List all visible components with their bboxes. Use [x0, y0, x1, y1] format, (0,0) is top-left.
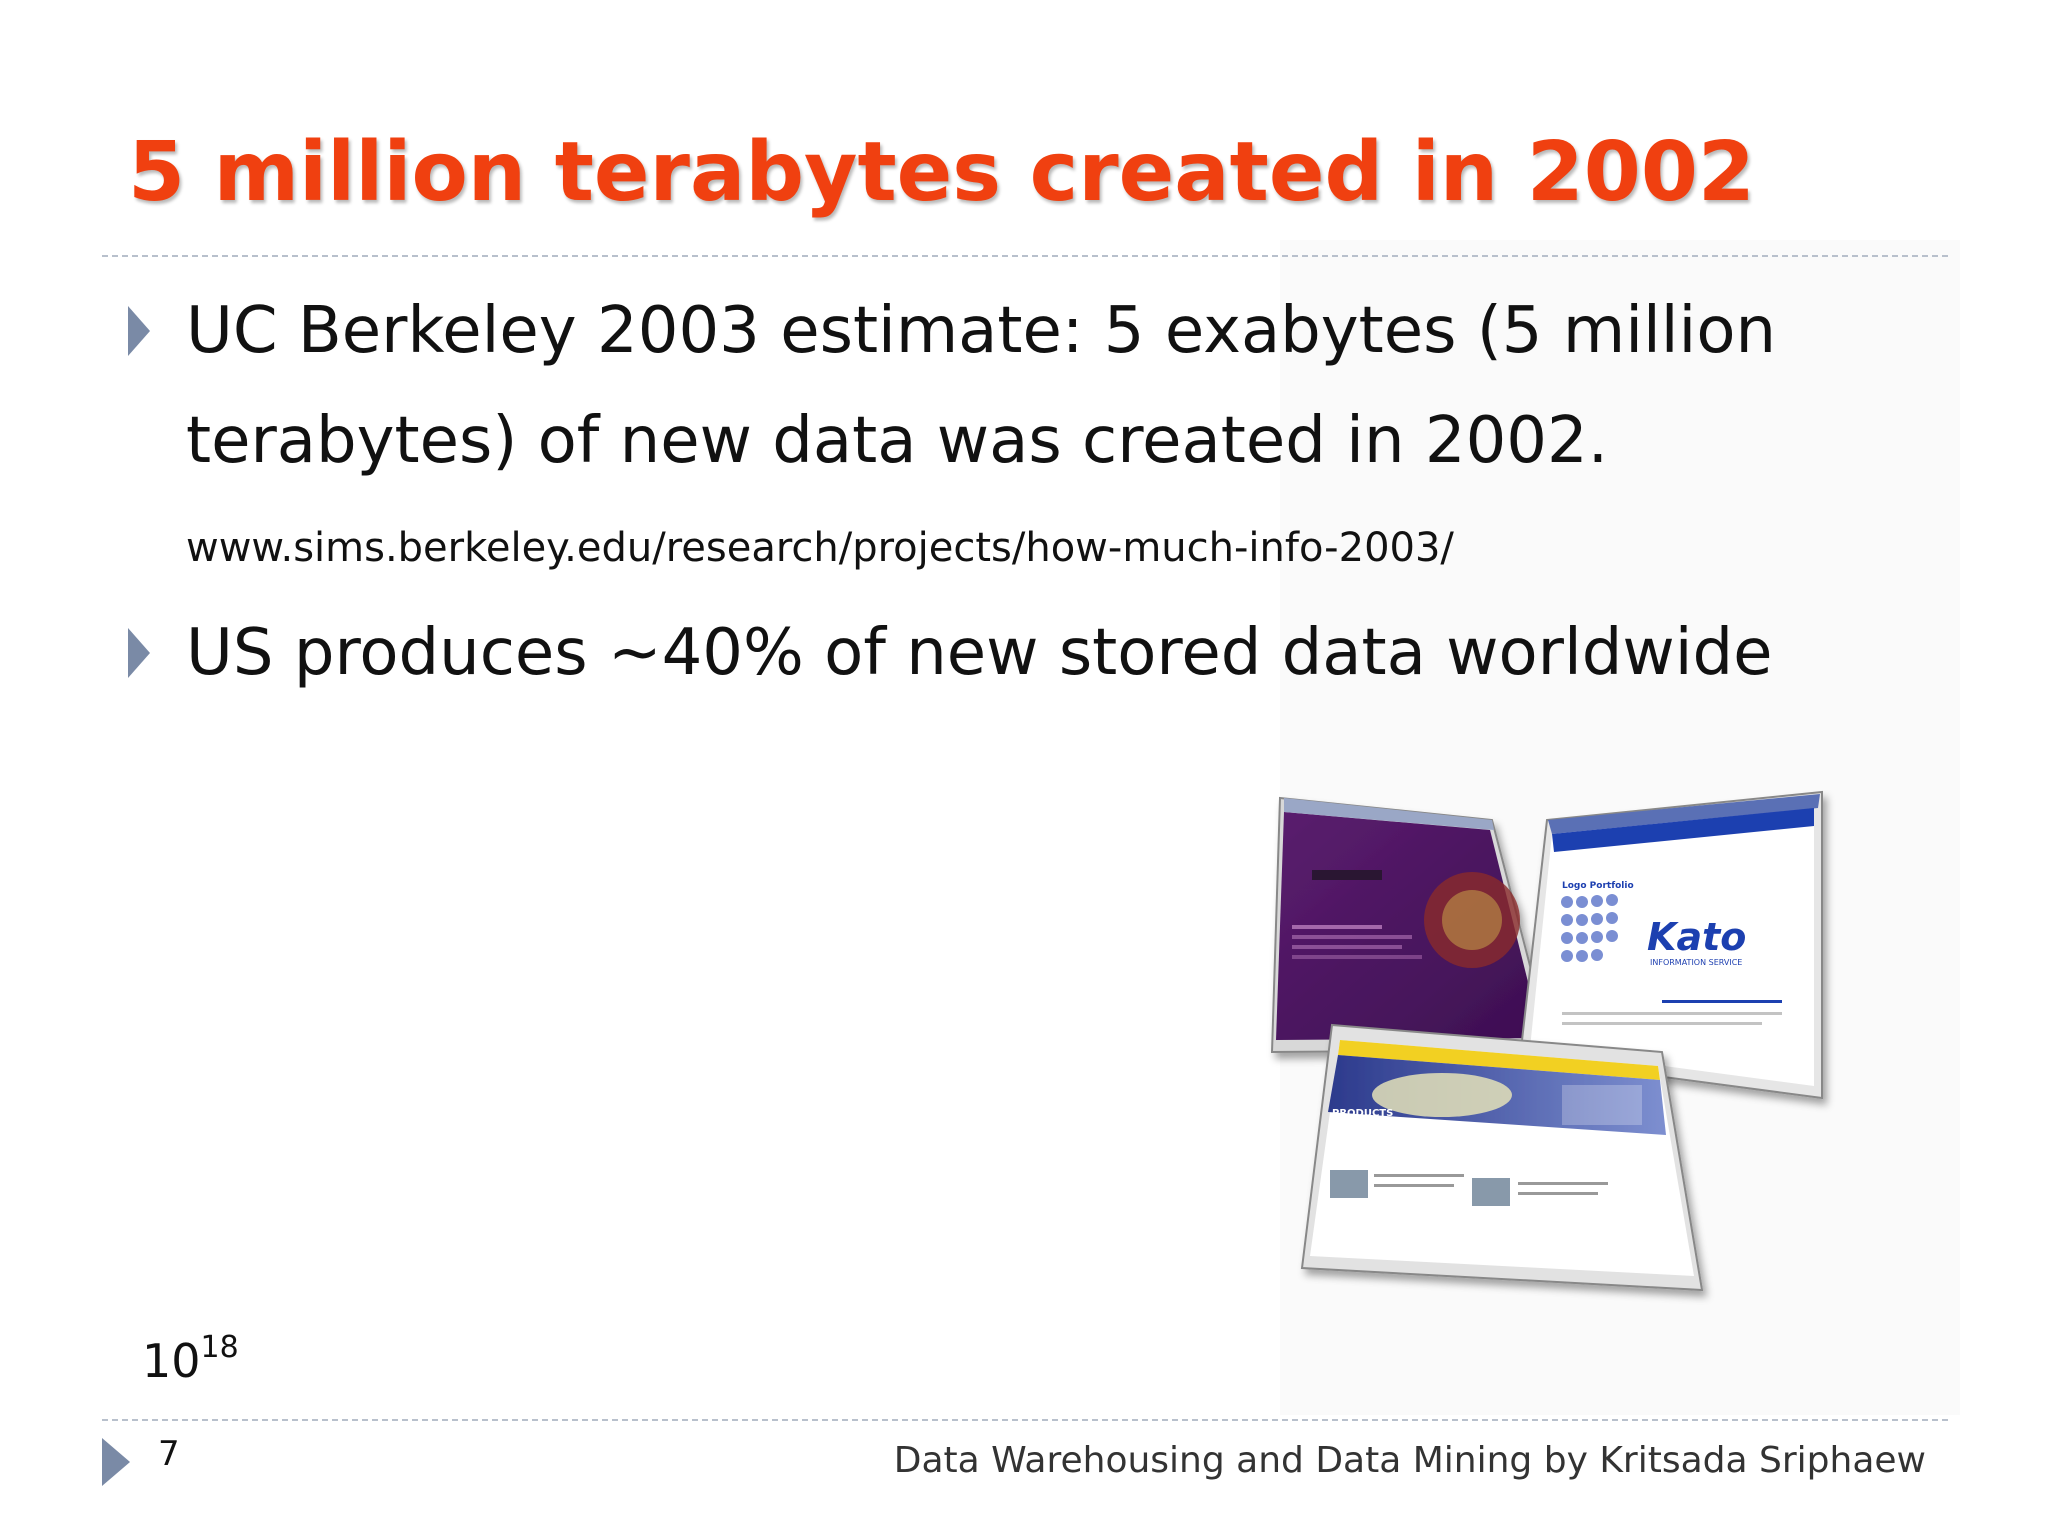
page-arrow-icon: [102, 1438, 130, 1486]
website-screenshots-collage: [1262, 790, 1842, 1310]
bullet-2-text: US produces ~40% of new stored data worldwide: [186, 616, 1773, 690]
bullet-1-text: UC Berkeley 2003 estimate: 5 exabytes (5 million terabytes) of new data was created in 2002.: [186, 294, 1777, 478]
top-divider: [102, 255, 1948, 257]
exabyte-exponent: [142, 1318, 239, 1391]
page-number: 7: [158, 1434, 180, 1474]
exponent-base: 10: [142, 1334, 201, 1388]
slide-title: 5 million terabytes created in 2002: [128, 125, 1755, 220]
bullet-1-url: www.sims.berkeley.edu/research/projects/how-much-info-2003/: [186, 525, 1454, 571]
purple-website-window: [1272, 798, 1552, 1052]
kato-tagline: INFORMATION SERVICE: [1650, 958, 1743, 967]
portfolio-label: Logo Portfolio: [1562, 881, 1634, 891]
bottom-divider: [102, 1419, 1948, 1421]
bullet-arrow-icon: [128, 306, 150, 356]
bullet-arrow-icon: [128, 628, 150, 678]
footer-text: Data Warehousing and Data Mining by Kritsada Sriphaew: [893, 1440, 1926, 1481]
products-website-window: [1302, 1025, 1702, 1290]
kato-logo: Kato: [1647, 915, 1747, 959]
products-label: PRODUCTS: [1332, 1108, 1394, 1119]
exponent-power: 18: [200, 1330, 239, 1365]
